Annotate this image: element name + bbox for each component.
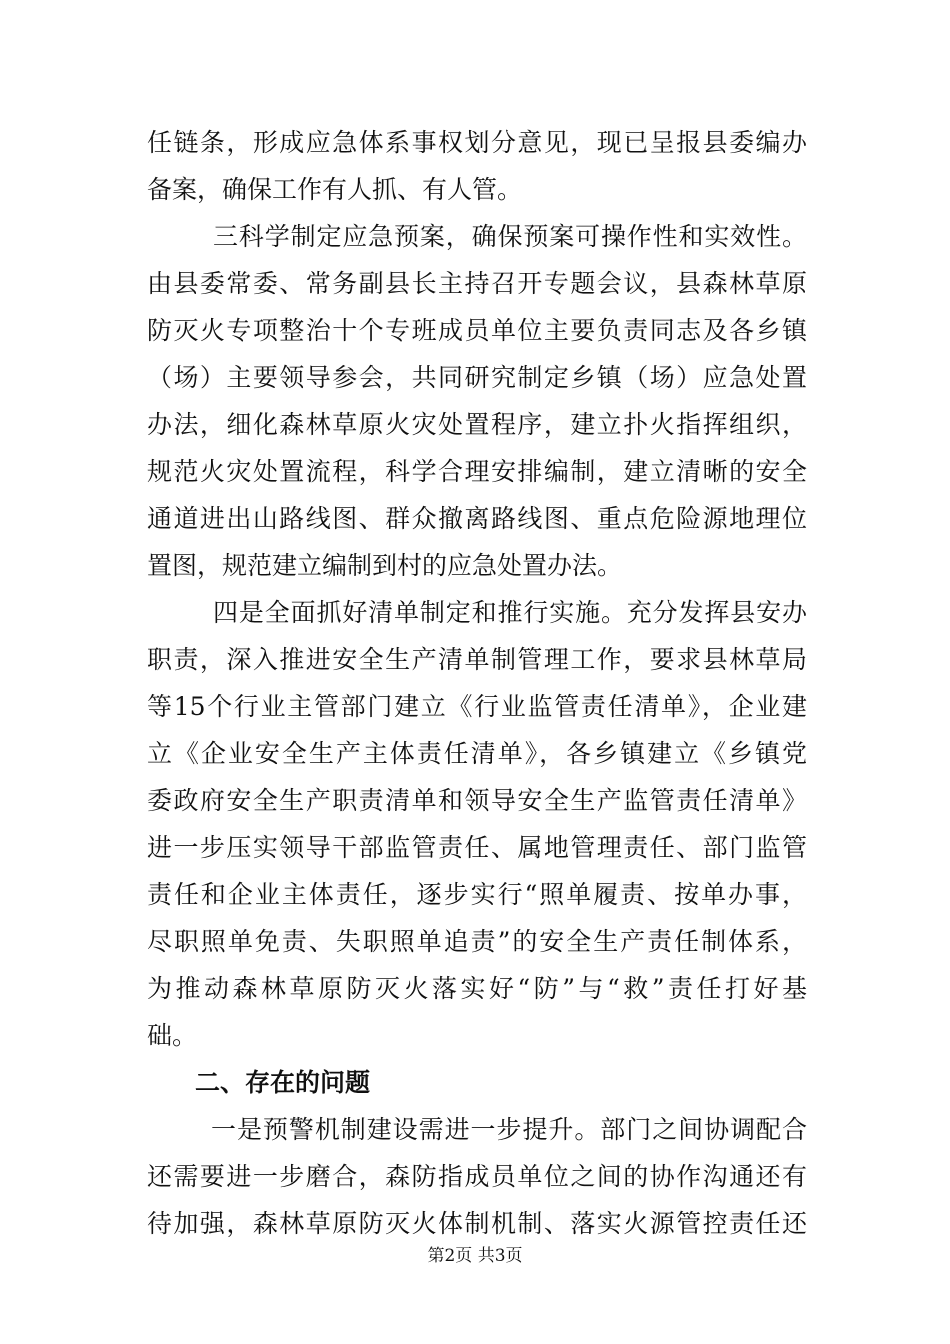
paragraph-line: 防灭火专项整治十个专班成员单位主要负责同志及各乡镇 [147, 316, 807, 345]
paragraph-line: 等15个行业主管部门建立《行业监管责任清单》，企业建 [147, 692, 807, 721]
paragraph-line: 规范火灾处置流程，科学合理安排编制，建立清晰的安全 [147, 457, 807, 486]
paragraph-line: 责任和企业主体责任，逐步实行“照单履责、按单办事， [147, 880, 807, 909]
section-heading: 二、存在的问题 [195, 1068, 371, 1097]
paragraph-line: 备案，确保工作有人抓、有人管。 [147, 175, 523, 204]
paragraph-line: 置图，规范建立编制到村的应急处置办法。 [147, 551, 623, 580]
paragraph-line: 进一步压实领导干部监管责任、属地管理责任、部门监管 [147, 833, 807, 862]
paragraph-line: （场）主要领导参会，共同研究制定乡镇（场）应急处置 [147, 363, 807, 392]
page-footer: 第2页 共3页 [427, 1246, 523, 1266]
paragraph-line: 由县委常委、常务副县长主持召开专题会议，县森林草原 [147, 269, 807, 298]
paragraph-line: 通道进出山路线图、群众撤离路线图、重点危险源地理位 [147, 504, 807, 533]
paragraph-line: 础。 [147, 1021, 198, 1050]
paragraph-line: 还需要进一步磨合，森防指成员单位之间的协作沟通还有 [147, 1162, 807, 1191]
paragraph-line: 办法，细化森林草原火灾处置程序，建立扑火指挥组织， [147, 410, 807, 439]
paragraph-line: 任链条，形成应急体系事权划分意见，现已呈报县委编办 [147, 128, 807, 157]
paragraph-line: 尽职照单免责、失职照单追责”的安全生产责任制体系， [147, 927, 807, 956]
paragraph-line: 三科学制定应急预案，确保预案可操作性和实效性。 [213, 222, 807, 251]
paragraph-line: 职责，深入推进安全生产清单制管理工作，要求县林草局 [147, 645, 807, 674]
paragraph-line: 为推动森林草原防灭火落实好“防”与“救”责任打好基 [147, 974, 807, 1003]
paragraph-line: 委政府安全生产职责清单和领导安全生产监管责任清单》 [147, 786, 807, 815]
paragraph-line: 四是全面抓好清单制定和推行实施。充分发挥县安办 [213, 598, 807, 627]
paragraph-line: 待加强，森林草原防灭火体制机制、落实火源管控责任还 [147, 1209, 807, 1238]
paragraph-line: 一是预警机制建设需进一步提升。部门之间协调配合 [211, 1115, 807, 1144]
paragraph-line: 立《企业安全生产主体责任清单》，各乡镇建立《乡镇党 [147, 739, 807, 768]
